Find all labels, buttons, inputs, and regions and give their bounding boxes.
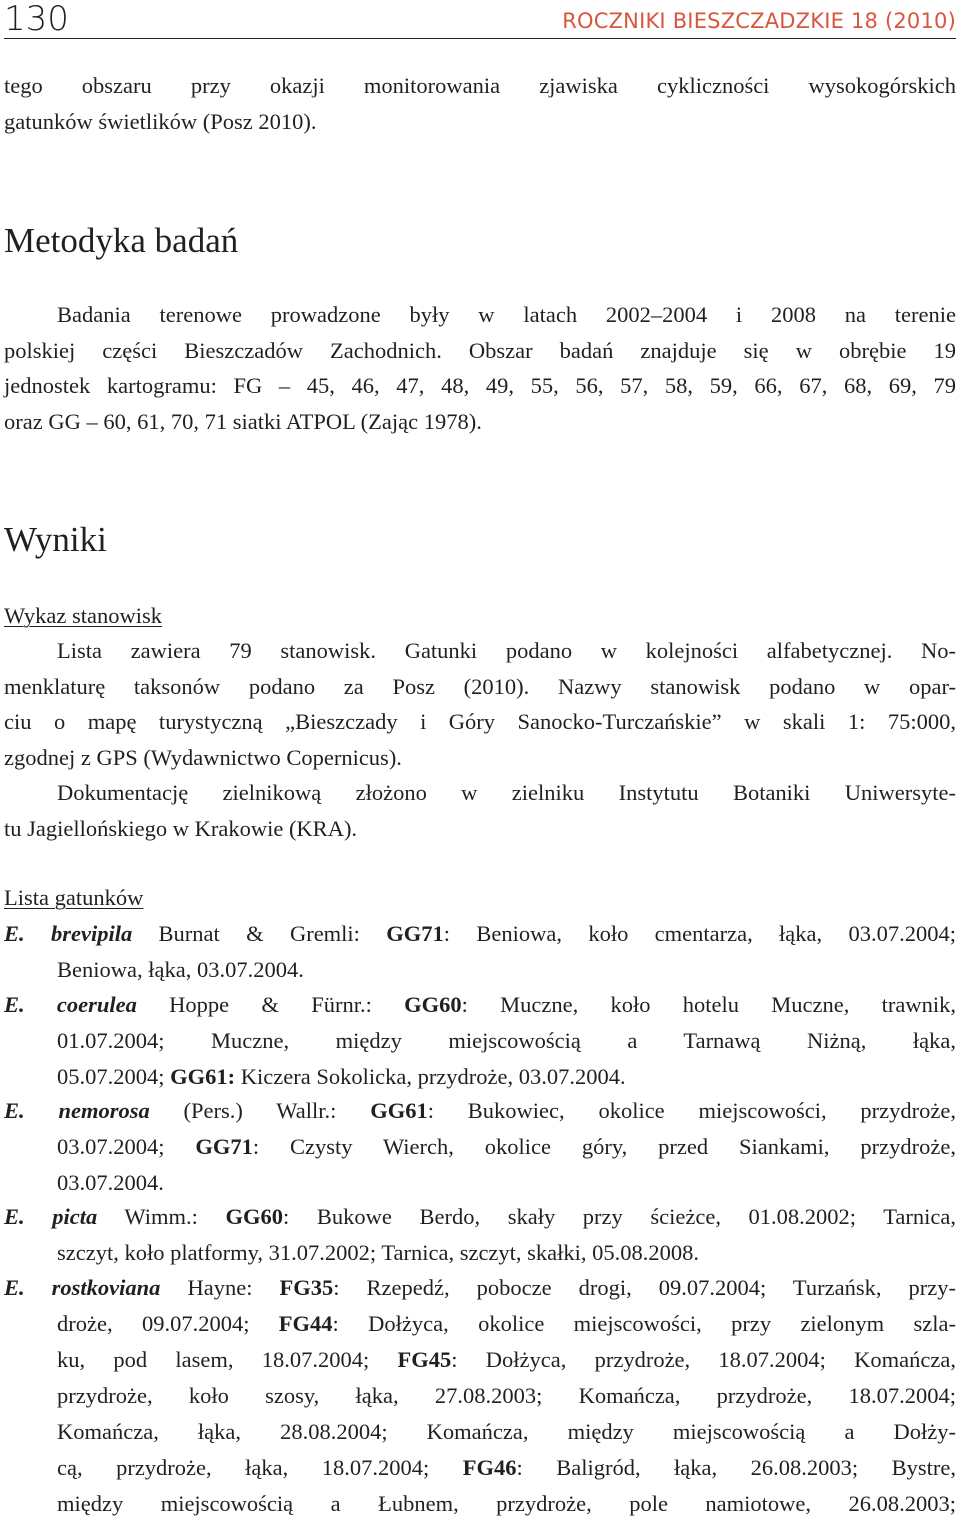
grid-square-code: GG71 [195,1134,253,1159]
grid-square-code: FG46 [462,1455,517,1480]
entry-line: E. brevipila Burnat & Gremli: GG71: Beniowa, koło cmentarza, łąka, 03.07.2004; [4,921,956,946]
text-line: gatunków świetlików (Posz 2010). [4,108,317,134]
text-line: ciu o mapę turystyczną „Bieszczady i Góry Sanocko-Turczańskie” w skali 1: 75:000, [4,709,956,734]
text-line: Badania terenowe prowadzone były w latach 2002–2004 i 2008 na terenie [57,302,956,327]
section-heading-results: Wyniki [4,520,107,559]
grid-square-code: GG61 [370,1098,428,1123]
sites-paragraph [4,633,956,846]
entry-line: droże, 09.07.2004; FG44: Dołżyca, okolice miejscowości, przy zielonym szla- [57,1311,956,1336]
text-line: jednostek kartogramu: FG – 45, 46, 47, 48, 49, 55, 56, 57, 58, 59, 66, 67, 68, 69, 79 [4,373,956,398]
entry-line: 05.07.2004; GG61: Kiczera Sokolicka, przydroże, 03.07.2004. [57,1064,626,1089]
species-name: E. picta [4,1204,98,1229]
entry-line: 03.07.2004; GG71: Czysty Wierch, okolice góry, przed Siankami, przydroże, [57,1134,956,1159]
entry-line: Beniowa, łąka, 03.07.2004. [57,957,304,982]
subheading-sites: Wykaz stanowisk [4,603,162,628]
species-name: E. coerulea [4,992,137,1017]
grid-square-code: FG45 [397,1347,452,1372]
text-line: zgodnej z GPS (Wydawnictwo Copernicus). [4,744,402,770]
grid-square-code: FG35 [279,1275,334,1300]
entry-line: między miejscowością a Łubnem, przydroże, pole namiotowe, 26.08.2003; [57,1491,956,1516]
text-line: Lista zawiera 79 stanowisk. Gatunki podano w kolejności alfabetycznej. No- [57,638,956,663]
entry-line: E. picta Wimm.: GG60: Bukowe Berdo, skały przy ścieżce, 01.08.2002; Tarnica, [4,1204,957,1229]
species-entry [4,916,956,988]
grid-square-code: GG60 [404,992,462,1017]
running-head: ROCZNIKI BIESZCZADZKIE 18 (2010) [562,9,956,33]
species-entry [4,987,956,1095]
page-header [4,0,956,39]
species-name: E. brevipila [4,921,133,946]
intro-paragraph [4,68,956,139]
grid-square-code: GG61: [170,1064,236,1089]
species-name: E. nemorosa [4,1098,150,1123]
grid-square-code: GG71 [386,921,444,946]
species-entry [4,1270,956,1522]
grid-square-code: FG44 [278,1311,333,1336]
text-line: oraz GG – 60, 61, 70, 71 siatki ATPOL (Zając 1978). [4,408,482,434]
entry-line: E. coerulea Hoppe & Fürnr.: GG60: Muczne, koło hotelu Muczne, trawnik, [4,992,956,1017]
text-line: menklaturę taksonów podano za Posz (2010). Nazwy stanowisk podano w opar- [4,673,956,699]
species-entry [4,1093,956,1201]
entry-line: ku, pod lasem, 18.07.2004; FG45: Dołżyca, przydroże, 18.07.2004; Komańcza, [57,1347,956,1372]
entry-line: przydroże, koło szosy, łąka, 27.08.2003; Komańcza, przydroże, 18.07.2004; [57,1383,956,1408]
methods-paragraph [4,297,956,439]
text-line: tu Jagiellońskiego w Krakowie (KRA). [4,815,358,841]
grid-square-code: GG60 [225,1204,284,1229]
text-line: polskiej części Bieszczadów Zachodnich. Obszar badań znajduje się w obrębie 19 [4,337,956,363]
entry-line: 03.07.2004. [57,1170,164,1195]
entry-line: E. rostkoviana Hayne: FG35: Rzepedź, pobocze drogi, 09.07.2004; Turzańsk, przy- [4,1275,956,1300]
entry-line: szczyt, koło platformy, 31.07.2002; Tarnica, szczyt, skałki, 05.08.2008. [57,1240,700,1265]
text-line: Dokumentację zielnikową złożono w zielniku Instytutu Botaniki Uniwersyte- [57,780,956,805]
species-entry [4,1199,956,1271]
entry-line: Komańcza, łąka, 28.08.2004; Komańcza, między miejscowością a Dołży- [57,1419,956,1444]
entry-line: 01.07.2004; Muczne, między miejscowością a Tarnawą Niżną, łąka, [57,1028,956,1053]
subheading-species-list: Lista gatunków [4,885,144,910]
page-number: 130 [4,0,69,39]
section-heading-methods: Metodyka badań [4,221,239,260]
entry-line: E. nemorosa (Pers.) Wallr.: GG61: Bukowiec, okolice miejscowości, przydroże, [4,1098,956,1123]
entry-line: cą, przydroże, łąka, 18.07.2004; FG46: Baligród, łąka, 26.08.2003; Bystre, [57,1455,956,1480]
species-name: E. rostkoviana [4,1275,161,1300]
text-line: tego obszaru przy okazji monitorowania zjawiska cykliczności wysokogórskich [4,73,956,98]
